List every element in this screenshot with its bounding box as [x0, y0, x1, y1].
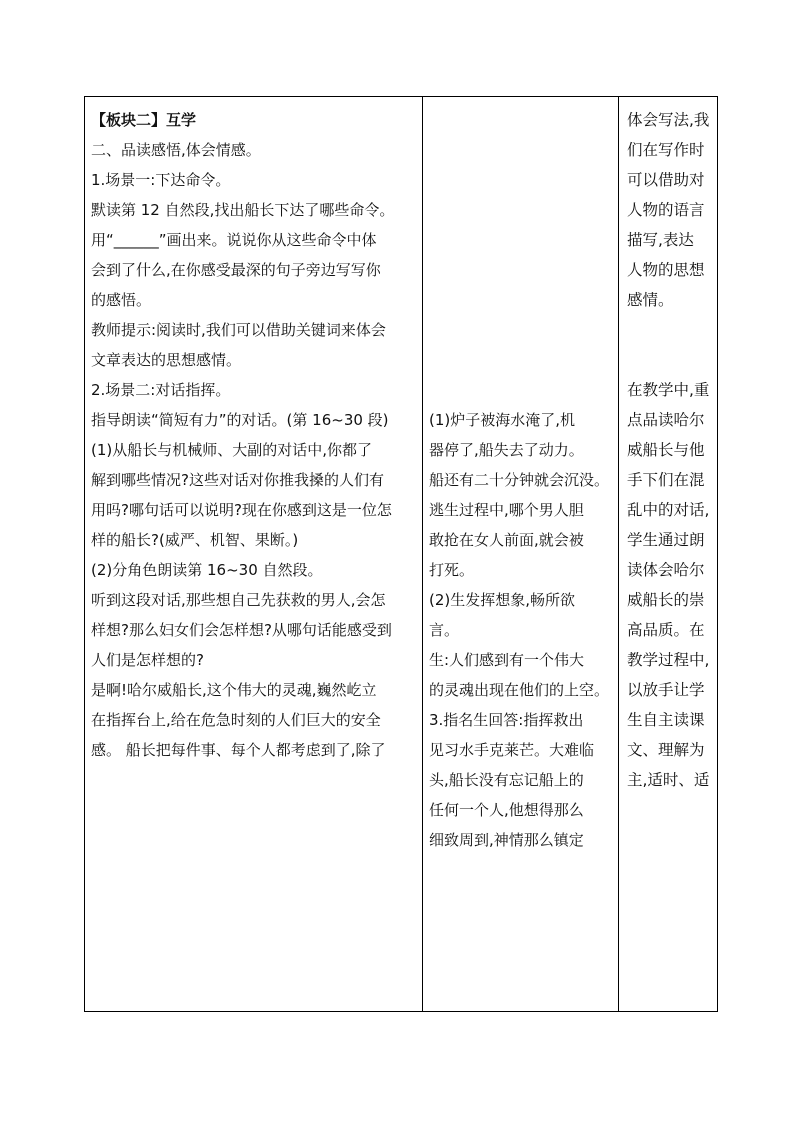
text-line: 默读第 12 自然段,找出船长下达了哪些命令。: [91, 201, 395, 219]
text-line: 学生通过朗: [627, 531, 705, 549]
text-line: (2)分角色朗读第 16~30 自然段。: [91, 561, 323, 579]
text-line: 教师提示:阅读时,我们可以借助关键词来体会: [91, 321, 386, 339]
text-line: 样想?那么妇女们会怎样想?从哪句话能感受到: [91, 621, 392, 639]
text-line: 2.场景二:对话指挥。: [91, 381, 231, 399]
text-line: 人们是怎样想的?: [91, 651, 204, 669]
text-line: 的灵魂出现在他们的上空。: [429, 681, 610, 699]
text-line: (1)从船长与机械师、大副的对话中,你都了: [91, 441, 373, 459]
text-line: 可以借助对: [627, 171, 705, 189]
text-line: 以放手让学: [627, 681, 705, 699]
teaching-process-cell: [85, 97, 423, 1012]
text-line: 读体会哈尔: [627, 561, 705, 579]
text-line: 生自主读课: [627, 711, 705, 729]
text-line: 用“______”画出来。说说你从这些命令中体: [91, 231, 377, 249]
text-line: 打死。: [429, 561, 475, 579]
text-line: 在指挥台上,给在危急时刻的人们巨大的安全: [91, 711, 381, 729]
text-line: 高品质。在: [627, 621, 705, 639]
text-line: 二、品读感悟,体会情感。: [91, 141, 261, 159]
text-line: 在教学中,重: [627, 381, 710, 399]
section-heading: 【板块二】互学: [91, 111, 197, 129]
text-line: 指导朗读“简短有力”的对话。(第 16~30 段): [91, 411, 389, 429]
text-line: 头,船长没有忘记船上的: [429, 771, 584, 789]
text-line: 感。 船长把每件事、每个人都考虑到了,除了: [91, 741, 386, 759]
text-line: 主,适时、适: [627, 771, 710, 789]
text-line: 是啊!哈尔威船长,这个伟大的灵魂,巍然屹立: [91, 681, 377, 699]
text-line: 言。: [429, 621, 460, 639]
text-line: 见习水手克莱芒。大难临: [429, 741, 595, 759]
text-line: 人物的语言: [627, 201, 705, 219]
text-line: 感情。: [627, 291, 674, 309]
text-line: 用吗?哪句话可以说明?现在你感到这是一位怎: [91, 501, 392, 519]
text-line: 威船长与他: [627, 441, 705, 459]
design-intent-cell: [619, 97, 718, 1012]
text-line: 细致周到,神情那么镇定: [429, 831, 584, 849]
text-line: 3.指名生回答:指挥救出: [429, 711, 584, 729]
text-line: 船还有二十分钟就会沉没。: [429, 471, 610, 489]
text-line: 体会写法,我: [627, 111, 710, 129]
text-line: 听到这段对话,那些想自己先获救的男人,会怎: [91, 591, 386, 609]
text-line: 任何一个人,他想得那么: [429, 801, 584, 819]
text-line: 逃生过程中,哪个男人胆: [429, 501, 584, 519]
text-line: 乱中的对话,: [627, 501, 710, 519]
text-line: 描写,表达: [627, 231, 694, 249]
text-line: 们在写作时: [627, 141, 705, 159]
text-line: 的感悟。: [91, 291, 152, 309]
text-line: 样的船长?(威严、机智、果断。): [91, 531, 299, 549]
table-row: [85, 97, 718, 1012]
text-line: 教学过程中,: [627, 651, 710, 669]
text-line: 器停了,船失去了动力。: [429, 441, 584, 459]
text-line: 手下们在混: [627, 471, 705, 489]
text-line: (2)生发挥想象,畅所欲: [429, 591, 576, 609]
text-line: 点品读哈尔: [627, 411, 705, 429]
text-line: 会到了什么,在你感受最深的句子旁边写写你: [91, 261, 381, 279]
text-line: 人物的思想: [627, 261, 705, 279]
text-line: (1)炉子被海水淹了,机: [429, 411, 576, 429]
text-line: 威船长的崇: [627, 591, 705, 609]
text-line: 解到哪些情况?这些对话对你推我搡的人们有: [91, 471, 384, 489]
text-line: 文章表达的思想感情。: [91, 351, 242, 369]
text-line: 生:人们感到有一个伟大: [429, 651, 585, 669]
text-line: 敢抢在女人前面,就会被: [429, 531, 584, 549]
student-activity-cell: [423, 97, 619, 1012]
text-line: 文、理解为: [627, 741, 705, 759]
text-line: 1.场景一:下达命令。: [91, 171, 231, 189]
lesson-plan-table: [84, 96, 718, 1012]
